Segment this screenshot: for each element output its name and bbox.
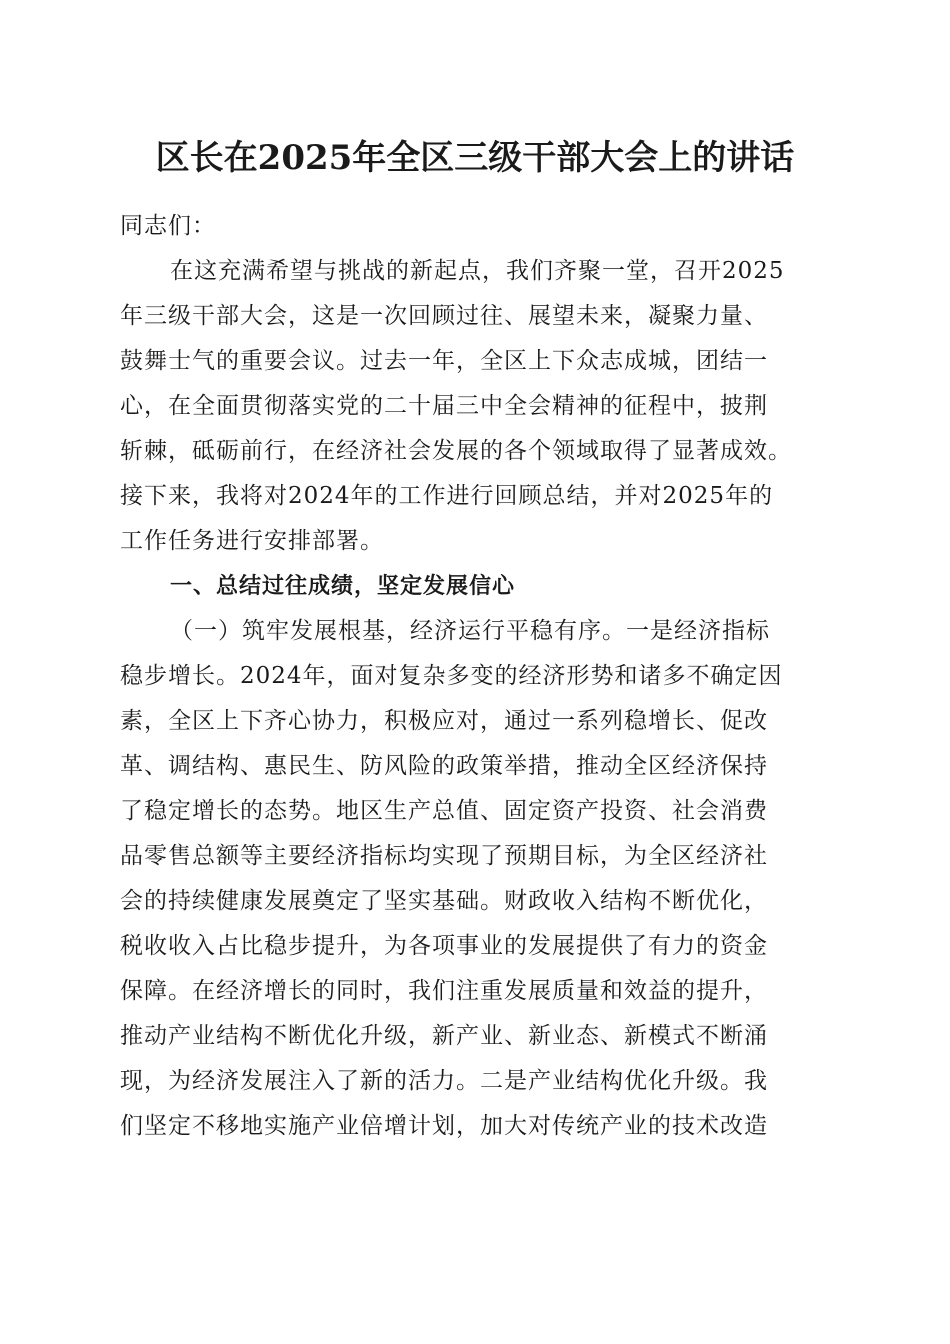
paragraph-line: 年三级干部大会，这是一次回顾过往、展望未来，凝聚力量、 [120,303,768,329]
paragraph-line: 革、调结构、惠民生、防风险的政策举措，推动全区经济保持 [120,753,768,779]
paragraph-line: 现，为经济发展注入了新的活力。二是产业结构优化升级。我 [120,1068,768,1094]
document-title: 区长在2025年全区三级干部大会上的讲话 [155,138,795,178]
paragraph-line: 了稳定增长的态势。地区生产总值、固定资产投资、社会消费 [120,798,768,824]
section-heading: 一、总结过往成绩，坚定发展信心 [170,574,516,599]
paragraph-line: 素，全区上下齐心协力，积极应对，通过一系列稳增长、促改 [120,708,768,734]
paragraph-line: 推动产业结构不断优化升级，新产业、新业态、新模式不断涌 [120,1023,768,1049]
paragraph-line: 接下来，我将对2024年的工作进行回顾总结，并对2025年的 [120,483,774,509]
paragraph-line: 品零售总额等主要经济指标均实现了预期目标，为全区经济社 [120,843,768,869]
paragraph-line: 鼓舞士气的重要会议。过去一年，全区上下众志成城，团结一 [120,348,768,374]
paragraph-line: 稳步增长。2024年，面对复杂多变的经济形势和诸多不确定因 [120,663,783,689]
paragraph-line: 工作任务进行安排部署。 [120,528,384,554]
paragraph-line: 税收收入占比稳步提升，为各项事业的发展提供了有力的资金 [120,933,768,959]
paragraph-line: 在这充满希望与挑战的新起点，我们齐聚一堂，召开2025 [170,258,785,284]
paragraph-line: 保障。在经济增长的同时，我们注重发展质量和效益的提升， [120,978,768,1004]
paragraph-line: 会的持续健康发展奠定了坚实基础。财政收入结构不断优化， [120,888,768,914]
paragraph-line: 心，在全面贯彻落实党的二十届三中全会精神的征程中，披荆 [120,393,768,419]
paragraph-line: 斩棘，砥砺前行，在经济社会发展的各个领域取得了显著成效。 [120,438,792,464]
paragraph-line: （一）筑牢发展根基，经济运行平稳有序。一是经济指标 [170,618,770,644]
paragraph-line: 们坚定不移地实施产业倍增计划，加大对传统产业的技术改造 [120,1113,768,1139]
greeting: 同志们： [120,213,216,239]
document-body [120,204,840,1149]
